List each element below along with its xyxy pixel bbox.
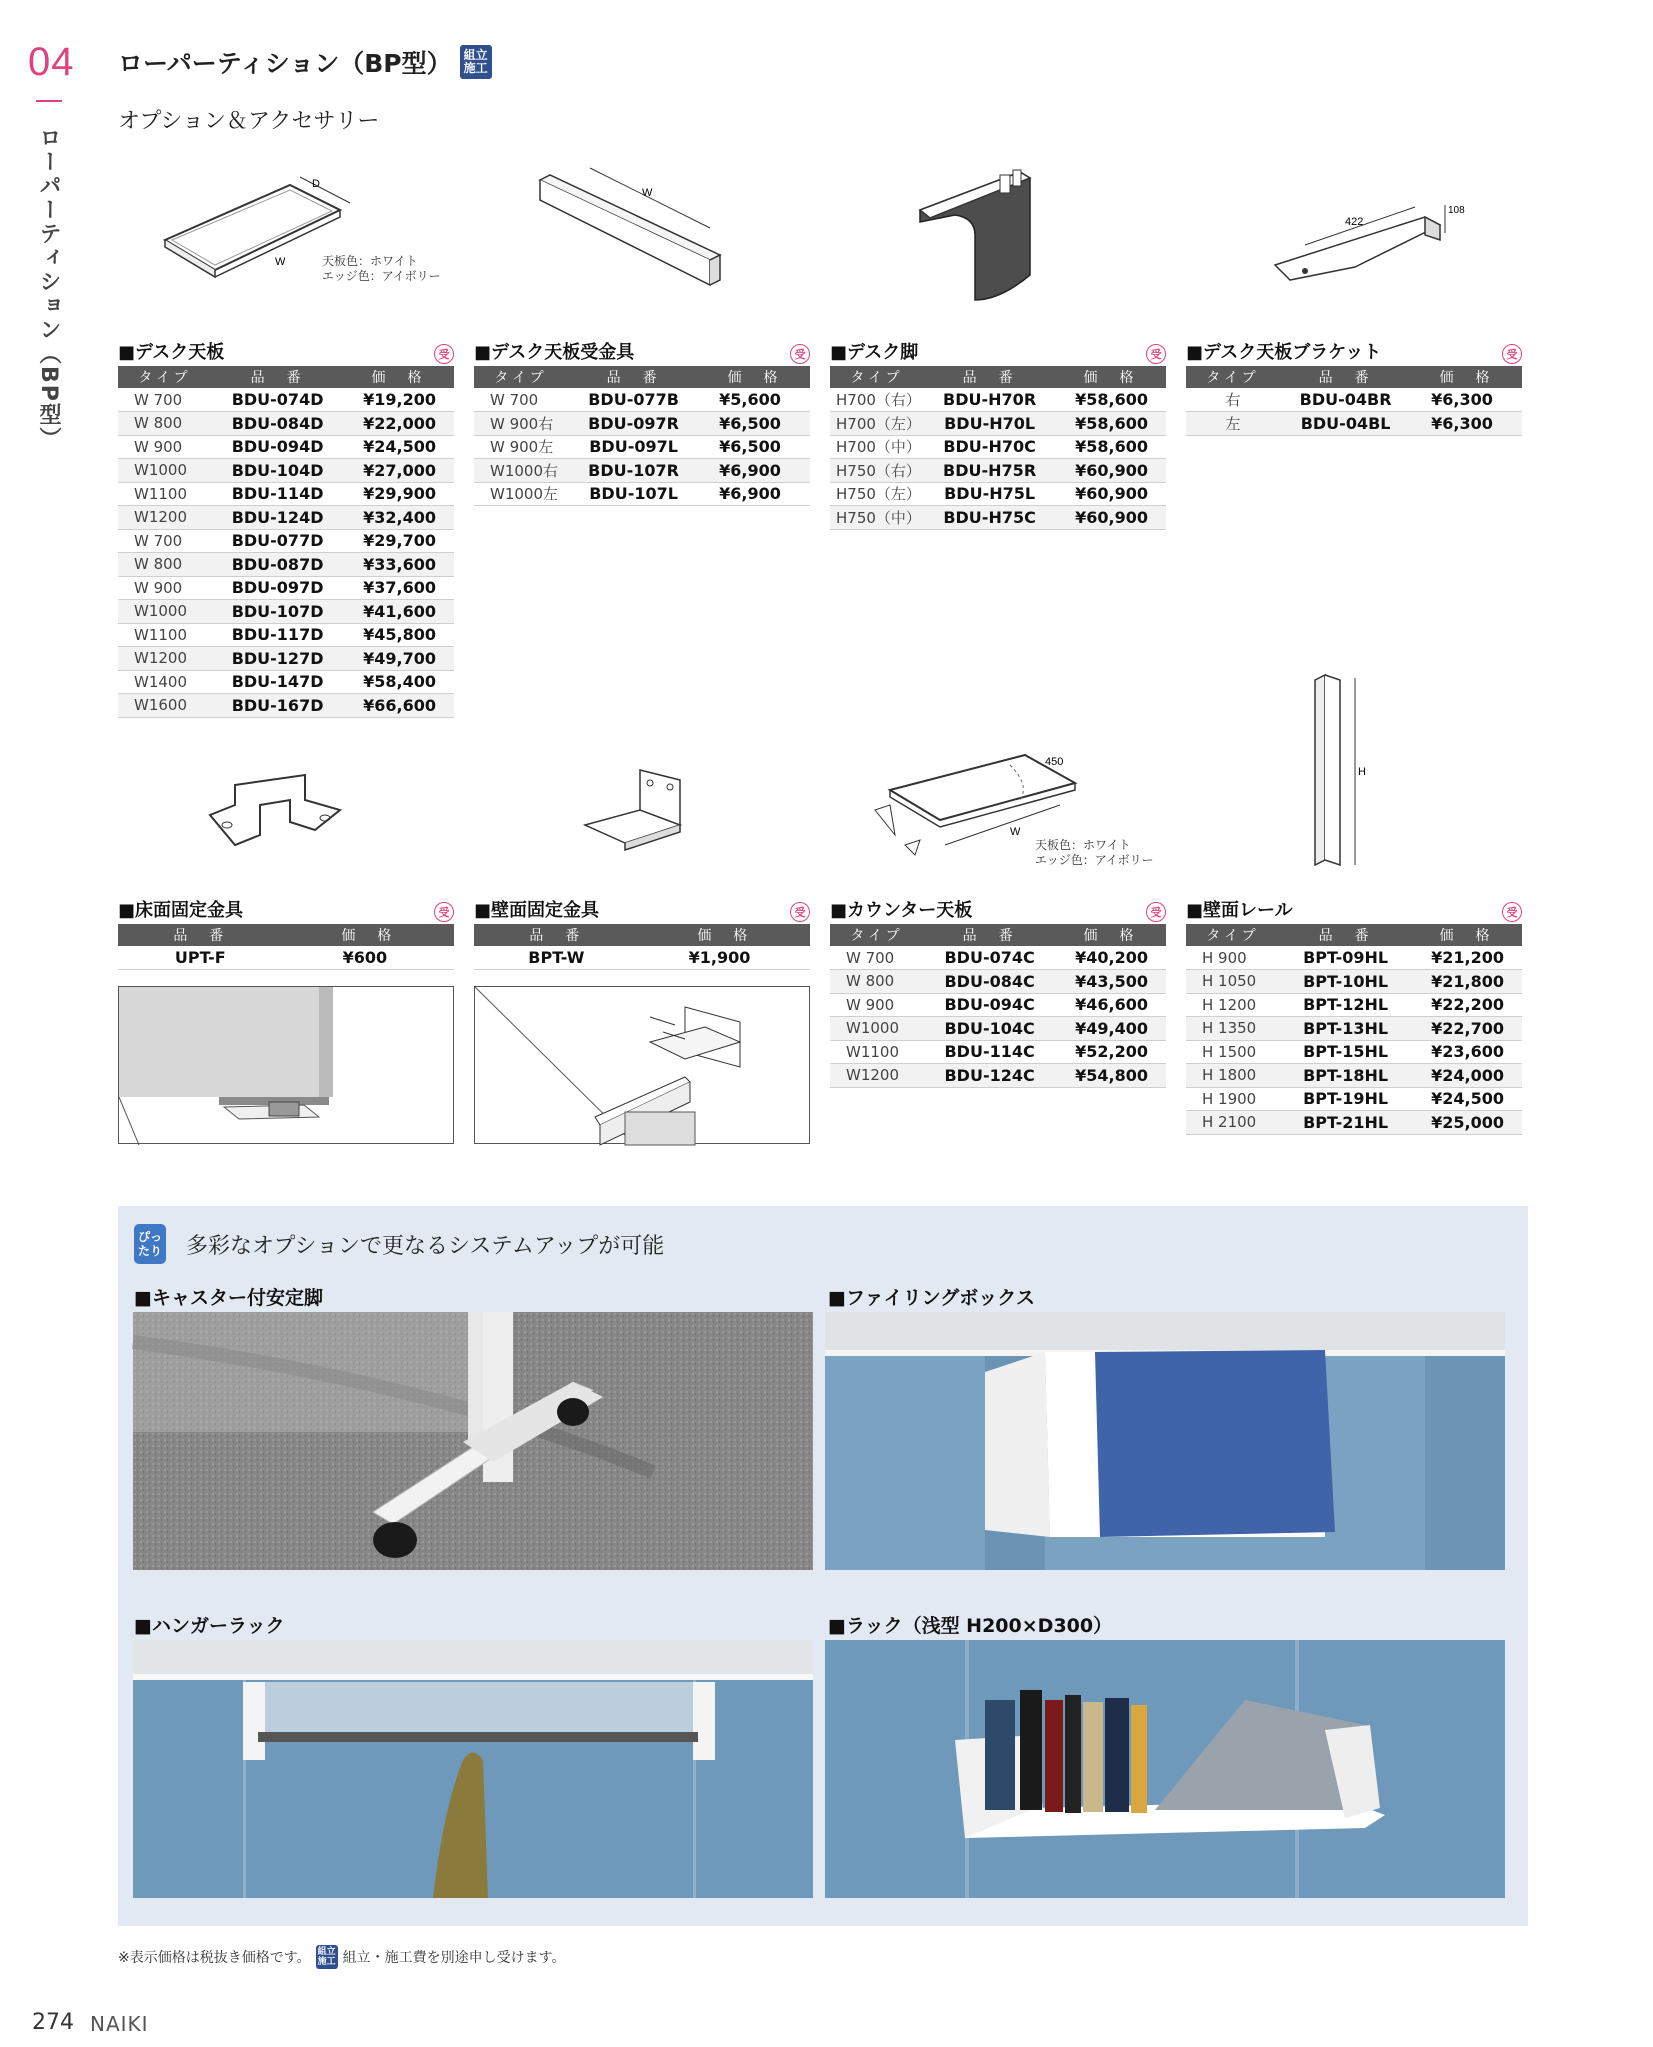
table-row: W 900左 BDU-097L ¥6,500 <box>474 435 810 459</box>
order-made-icon: 受 <box>1146 902 1166 922</box>
badge-bottom: 施工 <box>463 61 488 75</box>
table-row: W 700 BDU-077B ¥5,600 <box>474 388 810 412</box>
table-row: W1100 BDU-114C ¥52,200 <box>830 1040 1166 1064</box>
table-row: H 900 BPT-09HL ¥21,200 <box>1186 946 1522 970</box>
product-desk-receiver <box>474 340 810 506</box>
table-row: H700（右） BDU-H70R ¥58,600 <box>830 388 1166 412</box>
page-title <box>118 44 492 80</box>
dim-422: 422 <box>1345 216 1364 228</box>
system-up-panel <box>118 1206 1528 1926</box>
note-line: エッジ色：アイボリー <box>322 269 441 283</box>
dim-h: H <box>1358 766 1366 778</box>
product-wall-fix <box>474 898 810 1144</box>
table-row: W1100 BDU-117D ¥45,800 <box>118 623 454 647</box>
panel-header <box>134 1224 664 1264</box>
product-title: ■デスク天板受金具 <box>474 342 635 363</box>
order-made-icon: 受 <box>790 902 810 922</box>
table-row: W1000左 BDU-107L ¥6,900 <box>474 482 810 506</box>
order-made-icon: 受 <box>1502 344 1522 364</box>
table-row: 左 BDU-04BL ¥6,300 <box>1186 412 1522 436</box>
product-title: ■床面固定金具 <box>118 900 244 921</box>
dim-w: W <box>275 256 286 268</box>
table-row: W 900右 BDU-097R ¥6,500 <box>474 412 810 436</box>
order-made-icon: 受 <box>790 344 810 364</box>
product-wall-rail <box>1186 898 1522 1135</box>
table-row: H 1500 BPT-15HL ¥23,600 <box>1186 1040 1522 1064</box>
price-table: タイプ 品 番 価 格 H 900 BPT-09HL ¥21,200 H 1050 BPT-10HL ¥21,800 H 1200 BPT-12HL ¥22,200 H 1350 BPT-13HL ¥22,700 H 1500 BPT-15HL ¥23,600 H 1800 BPT-18HL ¥24,000 H 1900 BPT-19HL ¥24,500 H 2100 BPT-21HL ¥25,000 <box>1186 924 1522 1135</box>
filing-box-title: ■ファイリングボックス <box>828 1287 1036 1309</box>
product-counter-top <box>830 898 1166 1088</box>
table-row: W 900 BDU-094C ¥46,600 <box>830 993 1166 1017</box>
product-desk-leg <box>830 340 1166 530</box>
order-made-icon: 受 <box>434 344 454 364</box>
pitta-badge-icon: ぴっ たり <box>134 1224 166 1264</box>
price-table: タイプ 品 番 価 格 H700（右） BDU-H70R ¥58,600 H700（左） BDU-H70L ¥58,600 H700（中） BDU-H70C ¥58,600 H750（右） BDU-H75R ¥60,900 H750（左） BDU-H75L ¥60,900 H750（中） BDU-H75C ¥60,900 <box>830 366 1166 530</box>
wall-fix-illustration <box>580 765 700 865</box>
assembly-badge-small: 組立 施工 <box>317 1947 336 1967</box>
page-number: 274 <box>32 2010 74 2035</box>
badge-top: 組立 <box>463 48 488 62</box>
table-row: W 800 BDU-084D ¥22,000 <box>118 412 454 436</box>
table-row: W1000 BDU-104C ¥49,400 <box>830 1017 1166 1041</box>
table-row: W 700 BDU-077D ¥29,700 <box>118 529 454 553</box>
desk-top-note <box>322 254 441 284</box>
table-row: W 700 BDU-074D ¥19,200 <box>118 388 454 412</box>
note-line: エッジ色：アイボリー <box>1035 853 1154 867</box>
product-title: ■壁面レール <box>1186 900 1293 921</box>
table-row: W 700 BDU-074C ¥40,200 <box>830 946 1166 970</box>
caster-leg-photo <box>133 1312 813 1570</box>
table-row: W 900 BDU-094D ¥24,500 <box>118 435 454 459</box>
section-subtitle: オプション＆アクセサリー <box>118 109 380 134</box>
table-row: W1000 BDU-104D ¥27,000 <box>118 459 454 483</box>
col-price: 価 格 <box>343 366 454 388</box>
product-desk-top <box>118 340 454 718</box>
footnote-text-after: 組立・施工費を別途申し受けます。 <box>342 1950 566 1966</box>
product-title: ■デスク天板 <box>118 342 225 363</box>
chapter-divider <box>36 100 62 102</box>
table-row: UPT-F ¥600 <box>118 946 454 970</box>
table-row: W 800 BDU-084C ¥43,500 <box>830 970 1166 994</box>
dim-108: 108 <box>1448 205 1465 216</box>
table-row: BPT-W ¥1,900 <box>474 946 810 970</box>
hanger-rack-photo <box>133 1640 813 1898</box>
col-type: タイプ <box>118 366 212 388</box>
caster-leg-title: ■キャスター付安定脚 <box>134 1287 323 1309</box>
filing-box-photo <box>825 1312 1505 1570</box>
product-desk-bracket <box>1186 340 1522 436</box>
table-row: W 800 BDU-087D ¥33,600 <box>118 553 454 577</box>
price-table: 品 番 価 格 BPT-W ¥1,900 <box>474 924 810 970</box>
order-made-icon: 受 <box>1502 902 1522 922</box>
col-code: 品 番 <box>212 366 343 388</box>
table-row: W1000右 BDU-107R ¥6,900 <box>474 459 810 483</box>
desk-leg-illustration <box>900 160 1050 305</box>
product-title: ■壁面固定金具 <box>474 900 600 921</box>
desk-top-illustration <box>150 165 350 285</box>
table-row: H700（左） BDU-H70L ¥58,600 <box>830 412 1166 436</box>
table-row: W1100 BDU-114D ¥29,900 <box>118 482 454 506</box>
dim-w: W <box>642 187 653 199</box>
table-row: W1000 BDU-107D ¥41,600 <box>118 600 454 624</box>
table-row: W 900 BDU-097D ¥37,600 <box>118 576 454 600</box>
table-row: H 1800 BPT-18HL ¥24,000 <box>1186 1064 1522 1088</box>
table-row: W1200 BDU-127D ¥49,700 <box>118 647 454 671</box>
table-row: W1200 BDU-124D ¥32,400 <box>118 506 454 530</box>
order-made-icon: 受 <box>1146 344 1166 364</box>
counter-top-note <box>1035 838 1154 868</box>
chapter-number: 04 <box>28 40 75 84</box>
page-title-text: ローパーティション（BP型） <box>118 49 452 78</box>
order-made-icon: 受 <box>434 902 454 922</box>
product-title: ■デスク脚 <box>830 342 919 363</box>
table-row: H 2100 BPT-21HL ¥25,000 <box>1186 1111 1522 1135</box>
price-table <box>118 366 454 718</box>
product-title: ■カウンター天板 <box>830 900 973 921</box>
wall-rail-illustration <box>1305 670 1375 875</box>
table-row: H 1350 BPT-13HL ¥22,700 <box>1186 1017 1522 1041</box>
desk-receiver-illustration <box>530 160 730 295</box>
table-row: W1400 BDU-147D ¥58,400 <box>118 670 454 694</box>
table-row: 右 BDU-04BR ¥6,300 <box>1186 388 1522 412</box>
table-row: H750（右） BDU-H75R ¥60,900 <box>830 459 1166 483</box>
price-table: タイプ 品 番 価 格 右 BDU-04BR ¥6,300 左 BDU-04BL ¥6,300 <box>1186 366 1522 436</box>
hanger-rack-title: ■ハンガーラック <box>134 1615 285 1637</box>
price-table: 品 番 価 格 UPT-F ¥600 <box>118 924 454 970</box>
footnote-text: ※表示価格は税抜き価格です。 <box>118 1950 311 1966</box>
wall-fix-detail-drawing <box>474 986 810 1144</box>
tax-footnote <box>118 1945 566 1969</box>
rack-title: ■ラック（浅型 H200×D300） <box>828 1615 1113 1637</box>
brand-name: NAIKI <box>90 2012 149 2036</box>
dim-w: W <box>1010 826 1021 838</box>
price-table: タイプ 品 番 価 格 W 700 BDU-077B ¥5,600 W 900右 BDU-097R ¥6,500 W 900左 BDU-097L ¥6,500 W1000右 BDU-107R ¥6,900 W1000左 BDU-107L ¥6,900 <box>474 366 810 506</box>
note-line: 天板色：ホワイト <box>322 254 418 268</box>
table-row: H750（左） BDU-H75L ¥60,900 <box>830 482 1166 506</box>
table-row: W1600 BDU-167D ¥66,600 <box>118 694 454 718</box>
floor-fix-illustration <box>205 770 350 865</box>
rack-photo <box>825 1640 1505 1898</box>
table-row: H 1050 BPT-10HL ¥21,800 <box>1186 970 1522 994</box>
dim-450: 450 <box>1045 756 1064 768</box>
table-row: H 1900 BPT-19HL ¥24,500 <box>1186 1087 1522 1111</box>
product-title: ■デスク天板ブラケット <box>1186 342 1382 363</box>
floor-fix-detail-drawing <box>118 986 454 1144</box>
table-row: W1200 BDU-124C ¥54,800 <box>830 1064 1166 1088</box>
table-row: H 1200 BPT-12HL ¥22,200 <box>1186 993 1522 1017</box>
panel-headline: 多彩なオプションで更なるシステムアップが可能 <box>186 1233 665 1259</box>
assembly-badge <box>460 45 492 79</box>
product-floor-fix <box>118 898 454 1144</box>
dim-d: D <box>312 178 320 190</box>
chapter-side-title: ローパーティション（BP型） <box>36 126 61 451</box>
note-line: 天板色：ホワイト <box>1035 838 1131 852</box>
table-row: H700（中） BDU-H70C ¥58,600 <box>830 435 1166 459</box>
desk-bracket-illustration <box>1265 195 1465 290</box>
table-row: H750（中） BDU-H75C ¥60,900 <box>830 506 1166 530</box>
price-table: タイプ 品 番 価 格 W 700 BDU-074C ¥40,200 W 800 BDU-084C ¥43,500 W 900 BDU-094C ¥46,600 W1000 BDU-104C ¥49,400 W1100 BDU-114C ¥52,200 W1200 BDU-124C ¥54,800 <box>830 924 1166 1088</box>
